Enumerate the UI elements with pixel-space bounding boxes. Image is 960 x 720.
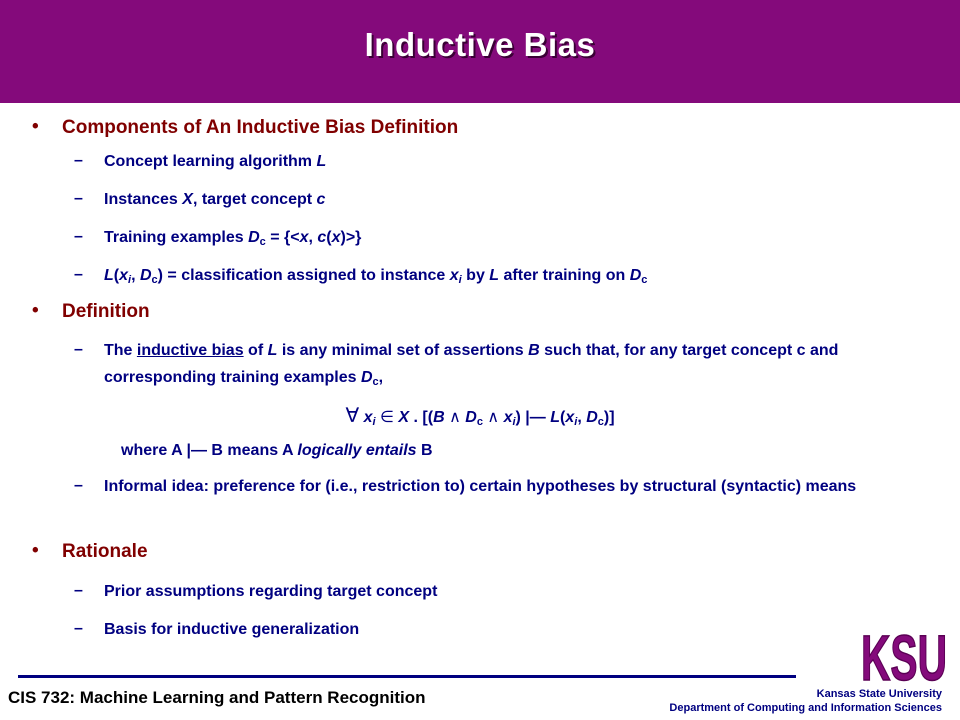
item-training-examples: Training examples $D_c = \{<x$, c(x)>}: [104, 229, 362, 248]
section-heading-definition: Definition: [62, 301, 150, 322]
dash-icon: –: [74, 190, 83, 207]
dash-icon: –: [74, 152, 83, 169]
department-name: Department of Computing and Information Sciences: [669, 702, 942, 714]
university-info: [669, 687, 942, 715]
section-heading-rationale: Rationale: [62, 541, 148, 562]
item-instances: Instances X, target concept c: [104, 191, 326, 208]
item-informal-idea: Informal idea: preference for (i.e., restriction to) certain hypotheses by structural (syntactic) means: [104, 478, 857, 495]
item-basis: Basis for inductive generalization: [104, 621, 360, 638]
dash-icon: –: [74, 341, 83, 358]
formula-note: where A |— B means A logically entails B: [121, 442, 433, 459]
ksu-logo: [859, 618, 949, 686]
university-name: Kansas State University: [816, 688, 942, 700]
footer-divider: [18, 675, 796, 678]
bullet-icon: •: [32, 540, 39, 561]
item-algorithm: Concept learning algorithm L: [104, 153, 327, 170]
dash-icon: –: [74, 620, 83, 637]
bullet-icon: •: [32, 300, 39, 321]
title-bar: [0, 0, 960, 103]
formula: ∀ $x_i$ ∈ X . [(B ∧ $D_c$ ∧ $x_i$) |— $L(x_i$, $D_c$)]: [345, 405, 615, 428]
item-prior-assumptions: Prior assumptions regarding target concept: [104, 583, 438, 600]
dash-icon: –: [74, 228, 83, 245]
dash-icon: –: [74, 582, 83, 599]
slide-title: Inductive Bias: [364, 26, 596, 63]
bullet-icon: •: [32, 116, 39, 137]
item-classification: $L(x_i$, $D_c$) = classification assigned to instance $x_i$ by L after training on $D_c$: [104, 267, 648, 286]
section-heading-components: Components of An Inductive Bias Definition: [62, 117, 459, 138]
dash-icon: –: [74, 477, 83, 494]
dash-icon: –: [74, 266, 83, 283]
item-definition-text: The inductive bias of L is any minimal set of assertions B such that, for any target concept c and corresponding training examples $D_c$,: [104, 342, 839, 388]
course-title: CIS 732: Machine Learning and Pattern Recognition: [8, 688, 426, 707]
logo-text: KSU: [861, 622, 947, 686]
